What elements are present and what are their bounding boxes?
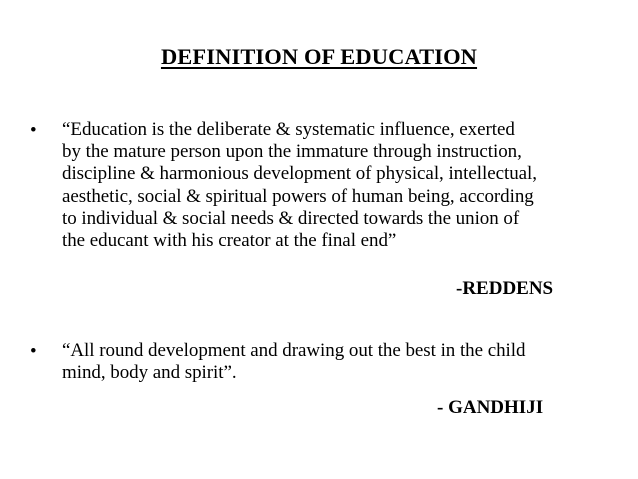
- bullet-icon: •: [30, 120, 37, 141]
- quote-line: by the mature person upon the immature through instruction,: [62, 141, 522, 163]
- quote-line: aesthetic, social & spiritual powers of human being, according: [62, 185, 534, 207]
- quote-line: the educant with his creator at the final end”: [62, 229, 397, 251]
- definition-quote-gandhiji: [62, 340, 525, 384]
- quote-line: to individual & social needs & directed towards the union of: [62, 207, 520, 229]
- quote-line: discipline & harmonious development of physical, intellectual,: [62, 163, 537, 185]
- definition-quote-reddens: [62, 119, 537, 252]
- quote-line: mind, body and spirit”.: [62, 362, 237, 384]
- quote-line: “All round development and drawing out the best in the child: [62, 340, 526, 361]
- quote-line: “Education is the deliberate & systematic influence, exerted: [62, 119, 515, 140]
- author-reddens: -REDDENS: [456, 278, 554, 299]
- author-gandhiji: - GANDHIJI: [437, 397, 544, 418]
- bullet-icon: •: [30, 341, 37, 362]
- slide-title: DEFINITION OF EDUCATION: [160, 44, 478, 69]
